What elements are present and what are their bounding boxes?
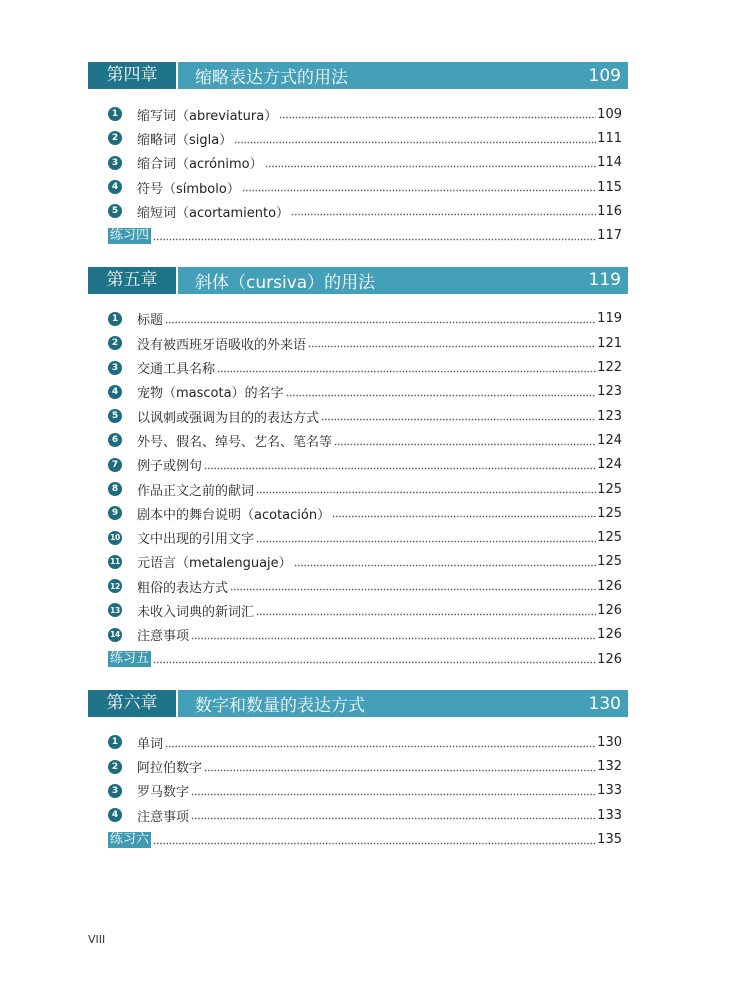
entry-title: 单词 [137, 736, 164, 752]
entry-page-number: 126 [597, 578, 622, 594]
dot-leader [294, 564, 597, 567]
toc-entry [108, 404, 622, 428]
entry-title: 未收入词典的新词汇 [137, 604, 255, 620]
entry-number-badge: 1 [108, 107, 122, 121]
dot-leader [217, 370, 596, 373]
entry-title: 缩短词（acortamiento） [137, 205, 290, 221]
entry-title: 注意事项 [137, 629, 190, 645]
toc-entry [108, 755, 622, 779]
entry-number-badge: 7 [108, 458, 122, 472]
entry-page-number: 125 [597, 530, 622, 546]
toc-entry [108, 730, 622, 754]
entry-title: 元语言（metalenguaje） [137, 556, 292, 572]
chapter-title: 数字和数量的表达方式 [195, 696, 365, 717]
entry-title: 缩合词（acrónimo） [137, 157, 263, 173]
entry-title: 符号（símbolo） [137, 181, 240, 197]
chapter-label: 第六章 [88, 690, 178, 717]
page-footer-number: VIII [88, 933, 106, 946]
toc-entry [108, 501, 622, 525]
entry-number-badge: 1 [108, 312, 122, 326]
entry-page-number: 124 [597, 432, 622, 448]
dot-leader [165, 745, 596, 748]
entry-title: 阿拉伯数字 [137, 761, 203, 777]
entry-page-number: 114 [597, 155, 622, 171]
entry-page-number: 123 [597, 384, 622, 400]
chapter-header [88, 690, 628, 717]
entry-title: 剧本中的舞台说明（acotación） [137, 507, 331, 523]
chapter-title: 缩略表达方式的用法 [195, 68, 348, 88]
dot-leader [334, 443, 596, 446]
entry-number-badge: 4 [108, 808, 122, 822]
exercise-label: 练习六 [110, 831, 150, 847]
entry-number-badge: 9 [108, 506, 122, 520]
entry-page-number: 133 [597, 783, 622, 799]
dot-leader [191, 817, 596, 820]
entry-number-badge: 2 [108, 336, 122, 350]
toc-entry [108, 199, 622, 223]
toc-entry [108, 355, 622, 379]
entry-number-badge: 14 [108, 628, 122, 642]
dot-leader [153, 661, 596, 664]
entry-number-badge: 5 [108, 409, 122, 423]
dot-leader [256, 613, 596, 616]
entry-title: 文中出现的引用文字 [137, 532, 255, 548]
entry-number-badge: 3 [108, 361, 122, 375]
entry-page-number: 125 [597, 481, 622, 497]
chapter-header [88, 62, 628, 89]
dot-leader [204, 467, 596, 470]
entry-page-number: 116 [597, 203, 622, 219]
entry-title: 宠物（mascota）的名字 [137, 386, 284, 402]
entry-title: 罗马数字 [137, 785, 190, 801]
entry-title: 缩略词（sigla） [137, 132, 233, 148]
entry-number-badge: 12 [108, 579, 122, 593]
entry-list [108, 730, 622, 851]
exercise-label: 练习五 [110, 651, 150, 667]
dot-leader [191, 637, 596, 640]
chapter-page-number: 109 [588, 65, 621, 86]
exercise-label: 练习四 [110, 227, 150, 243]
exercise-entry [108, 827, 622, 851]
toc-entry [108, 550, 622, 574]
entry-number-badge: 13 [108, 603, 122, 617]
dot-leader [256, 491, 596, 494]
dot-leader [165, 321, 596, 324]
exercise-entry [108, 647, 622, 671]
dot-leader [153, 842, 596, 845]
entry-number-badge: 3 [108, 784, 122, 798]
toc-entry [108, 779, 622, 803]
dot-leader [291, 213, 596, 216]
entry-page-number: 115 [597, 179, 622, 195]
entry-page-number: 109 [597, 106, 622, 122]
dot-leader [204, 769, 596, 772]
entry-page-number: 119 [597, 311, 622, 327]
chapter-page-number: 119 [588, 270, 621, 291]
toc-entry [108, 331, 622, 355]
exercise-entry [108, 223, 622, 247]
entry-number-badge: 10 [108, 531, 122, 545]
dot-leader [234, 141, 596, 144]
toc-entry [108, 307, 622, 331]
entry-page-number: 130 [597, 734, 622, 750]
dot-leader [308, 345, 596, 348]
entry-number-badge: 2 [108, 760, 122, 774]
dot-leader [265, 165, 597, 168]
entry-number-badge: 3 [108, 156, 122, 170]
entry-title: 以讽刺或强调为目的的表达方式 [137, 410, 320, 426]
entry-number-badge: 4 [108, 385, 122, 399]
entry-number-badge: 1 [108, 735, 122, 749]
entry-page-number: 132 [597, 759, 622, 775]
entry-page-number: 125 [597, 554, 622, 570]
dot-leader [279, 116, 596, 119]
chapter-label: 第四章 [88, 62, 178, 89]
entry-page-number: 125 [597, 505, 622, 521]
entry-title: 例子或例句 [137, 459, 203, 475]
entry-title: 缩写词（abreviatura） [137, 108, 278, 124]
toc-entry [108, 151, 622, 175]
toc-entry [108, 453, 622, 477]
dot-leader [321, 418, 596, 421]
entry-page-number: 126 [597, 651, 622, 667]
dot-leader [286, 394, 597, 397]
chapter-page-number: 130 [588, 693, 621, 714]
toc-entry [108, 598, 622, 622]
entry-page-number: 117 [597, 228, 622, 244]
entry-number-badge: 4 [108, 180, 122, 194]
dot-leader [153, 238, 596, 241]
chapter-header [88, 267, 628, 294]
toc-entry [108, 803, 622, 827]
entry-page-number: 111 [597, 130, 622, 146]
entry-list [108, 307, 622, 671]
dot-leader [191, 793, 596, 796]
entry-number-badge: 2 [108, 131, 122, 145]
chapter-label: 第五章 [88, 267, 178, 294]
dot-leader [256, 540, 596, 543]
toc-entry [108, 102, 622, 126]
entry-page-number: 135 [597, 832, 622, 848]
dot-leader [230, 588, 596, 591]
entry-page-number: 121 [597, 335, 622, 351]
chapter-5 [88, 267, 628, 671]
entry-page-number: 133 [597, 807, 622, 823]
entry-page-number: 123 [597, 408, 622, 424]
entry-title: 注意事项 [137, 809, 190, 825]
chapter-4 [88, 62, 628, 248]
table-of-contents [88, 62, 628, 871]
chapter-title: 斜体（cursiva）的用法 [195, 272, 376, 293]
entry-title: 外号、假名、绰号、艺名、笔名等 [137, 434, 333, 450]
toc-entry [108, 525, 622, 549]
chapter-6 [88, 690, 628, 851]
entry-list [108, 102, 622, 248]
entry-title: 标题 [137, 313, 164, 329]
toc-entry [108, 175, 622, 199]
entry-page-number: 122 [597, 360, 622, 376]
toc-entry [108, 623, 622, 647]
entry-page-number: 126 [597, 627, 622, 643]
dot-leader [332, 515, 596, 518]
entry-title: 没有被西班牙语吸收的外来语 [137, 337, 307, 353]
toc-entry [108, 380, 622, 404]
entry-title: 作品正文之前的献词 [137, 483, 255, 499]
entry-title: 粗俗的表达方式 [137, 580, 229, 596]
entry-number-badge: 11 [108, 555, 122, 569]
toc-entry [108, 126, 622, 150]
toc-entry [108, 477, 622, 501]
entry-page-number: 124 [597, 457, 622, 473]
entry-number-badge: 5 [108, 204, 122, 218]
entry-number-badge: 8 [108, 482, 122, 496]
entry-title: 交通工具名称 [137, 362, 216, 378]
toc-entry [108, 428, 622, 452]
toc-entry [108, 574, 622, 598]
entry-number-badge: 6 [108, 433, 122, 447]
dot-leader [242, 189, 596, 192]
entry-page-number: 126 [597, 602, 622, 618]
